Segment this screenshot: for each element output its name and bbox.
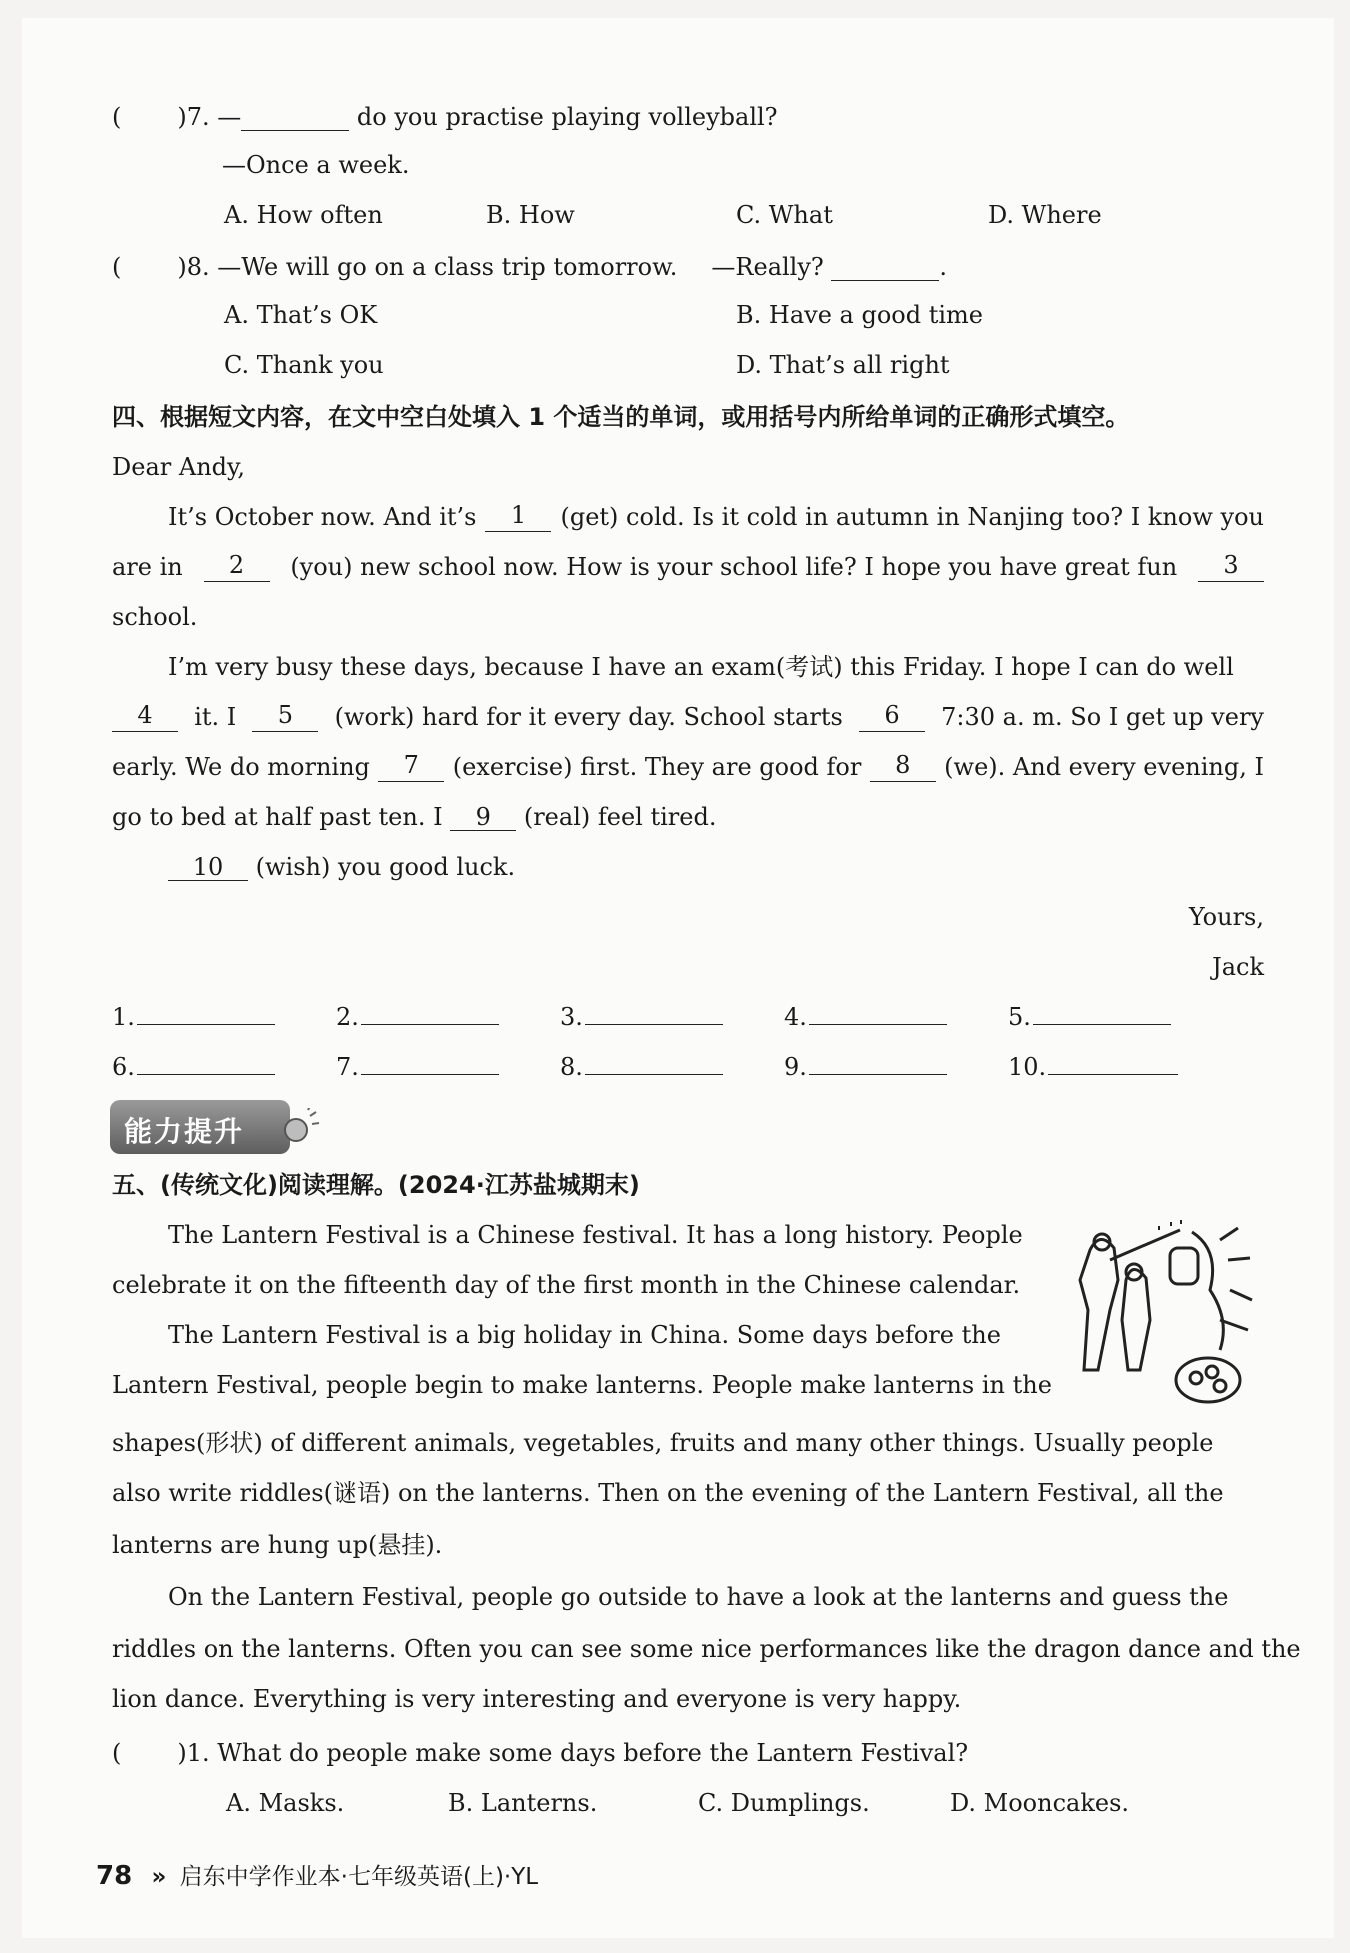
q8-paren: ( [112,253,122,281]
q7-option-d[interactable]: D. Where [988,201,1102,229]
q8-period: . [939,253,948,281]
q7-blank[interactable] [241,104,349,131]
s5-q1-option-d[interactable]: D. Mooncakes. [950,1789,1130,1817]
letter-signature: Jack [1212,953,1264,981]
q8-option-c[interactable]: C. Thank you [224,351,384,379]
blank-3[interactable]: 3 [1198,552,1264,582]
section5-heading: 五、(传统文化)阅读理解。(2024·江苏盐城期末) [112,1171,640,1199]
blank-7[interactable]: 7 [378,752,444,782]
q7-paren: ( [112,103,122,131]
s5-q1-option-a[interactable]: A. Masks. [226,1789,345,1817]
answer-slot-9[interactable]: 9. [784,1052,947,1081]
letter-line-3: school. [112,603,198,631]
p3-line-3: lion dance. Everything is very interesting and everyone is very happy. [112,1685,962,1713]
page-footer [96,1858,538,1891]
letter-line-7: go to bed at half past ten. I 9 (real) feel tired. [112,803,717,831]
answer-slot-2[interactable]: 2. [336,1002,499,1031]
p2-line-1: The Lantern Festival is a big holiday in China. Some days before the [168,1321,1001,1349]
answer-slot-5[interactable]: 5. [1008,1002,1171,1031]
p3-line-2: riddles on the lanterns. Often you can see some nice performances like the dragon dance and the [112,1635,1301,1663]
answer-row-2 [112,1052,1264,1082]
q7-stem [112,102,778,132]
q7-reply: —Once a week. [222,151,410,179]
blank-8[interactable]: 8 [870,752,936,782]
blank-1[interactable]: 1 [485,502,551,532]
p2-line-2: Lantern Festival, people begin to make lanterns. People make lanterns in the [112,1371,1052,1399]
blank-10[interactable]: 10 [168,854,248,881]
letter-line-6: early. We do morning 7 (exercise) first. They are good for 8 (we). And every evening, I [112,751,1264,781]
answer-slot-3[interactable]: 3. [560,1002,723,1031]
footer-title: 启东中学作业本·七年级英语(上)·YL [179,1864,539,1890]
letter-line-2: are in 2 (you) new school now. How is your school life? I hope you have great fun 3 [112,552,1264,582]
q8-option-d[interactable]: D. That’s all right [736,351,950,379]
p2-line-5: lanterns are hung up(悬挂). [112,1531,443,1559]
letter-closing: Yours, [1188,903,1264,931]
q8-option-a[interactable]: A. That’s OK [224,301,378,329]
q8-blank[interactable] [831,254,939,281]
q8-stem [112,252,947,282]
s5-q1-option-b[interactable]: B. Lanterns. [448,1789,598,1817]
blank-6[interactable]: 6 [859,702,925,732]
letter-line-8: 10 (wish) you good luck. [168,852,515,882]
page-number: 78 [96,1861,133,1891]
q7-suffix: do you practise playing volleyball? [356,103,778,131]
answer-slot-6[interactable]: 6. [112,1052,275,1081]
q7-option-c[interactable]: C. What [736,201,833,229]
answer-row-1 [112,1002,1264,1032]
letter-line-5: 4 it. I 5 (work) hard for it every day. School starts 6 7:30 a. m. So I get up very [112,702,1264,732]
q8-reply-prefix: —Really? [711,253,824,281]
lightbulb-icon [280,1108,320,1148]
q8-option-b[interactable]: B. Have a good time [736,301,983,329]
section4-heading: 四、根据短文内容，在文中空白处填入 1 个适当的单词，或用括号内所给单词的正确形式填空。 [112,403,1130,431]
answer-slot-1[interactable]: 1. [112,1002,275,1031]
blank-9[interactable]: 9 [450,804,516,831]
ability-section-tag: 能力提升 [110,1100,310,1154]
answer-slot-7[interactable]: 7. [336,1052,499,1081]
q8-prefix: )8. —We will go on a class trip tomorrow. [177,253,678,281]
letter-line-4: I’m very busy these days, because I have an exam(考试) this Friday. I hope I can do well [168,653,1234,681]
letter-line-1: It’s October now. And it’s 1 (get) cold. Is it cold in autumn in Nanjing too? I know you [168,501,1264,531]
p2-line-3: shapes(形状) of different animals, vegetables, fruits and many other things. Usually people [112,1429,1214,1457]
lantern-festival-illustration [1070,1220,1260,1410]
double-chevron-icon: » [151,1864,167,1890]
p2-line-4: also write riddles(谜语) on the lanterns. Then on the evening of the Lantern Festival, all the [112,1479,1224,1507]
q7-prefix: )7. — [177,103,242,131]
blank-2[interactable]: 2 [204,552,270,582]
s5-q1-stem: ( )1. What do people make some days before the Lantern Festival? [112,1739,969,1767]
q7-option-a[interactable]: A. How often [224,201,383,229]
letter-salutation: Dear Andy, [112,453,246,481]
p1-line-2: celebrate it on the fifteenth day of the first month in the Chinese calendar. [112,1271,1021,1299]
answer-slot-8[interactable]: 8. [560,1052,723,1081]
answer-slot-4[interactable]: 4. [784,1002,947,1031]
blank-4[interactable]: 4 [112,702,178,732]
p3-line-1: On the Lantern Festival, people go outside to have a look at the lanterns and guess the [168,1583,1229,1611]
blank-5[interactable]: 5 [252,702,318,732]
answer-slot-10[interactable]: 10. [1008,1052,1178,1081]
p1-line-1: The Lantern Festival is a Chinese festival. It has a long history. People [168,1221,1023,1249]
q7-option-b[interactable]: B. How [486,201,575,229]
s5-q1-option-c[interactable]: C. Dumplings. [698,1789,870,1817]
